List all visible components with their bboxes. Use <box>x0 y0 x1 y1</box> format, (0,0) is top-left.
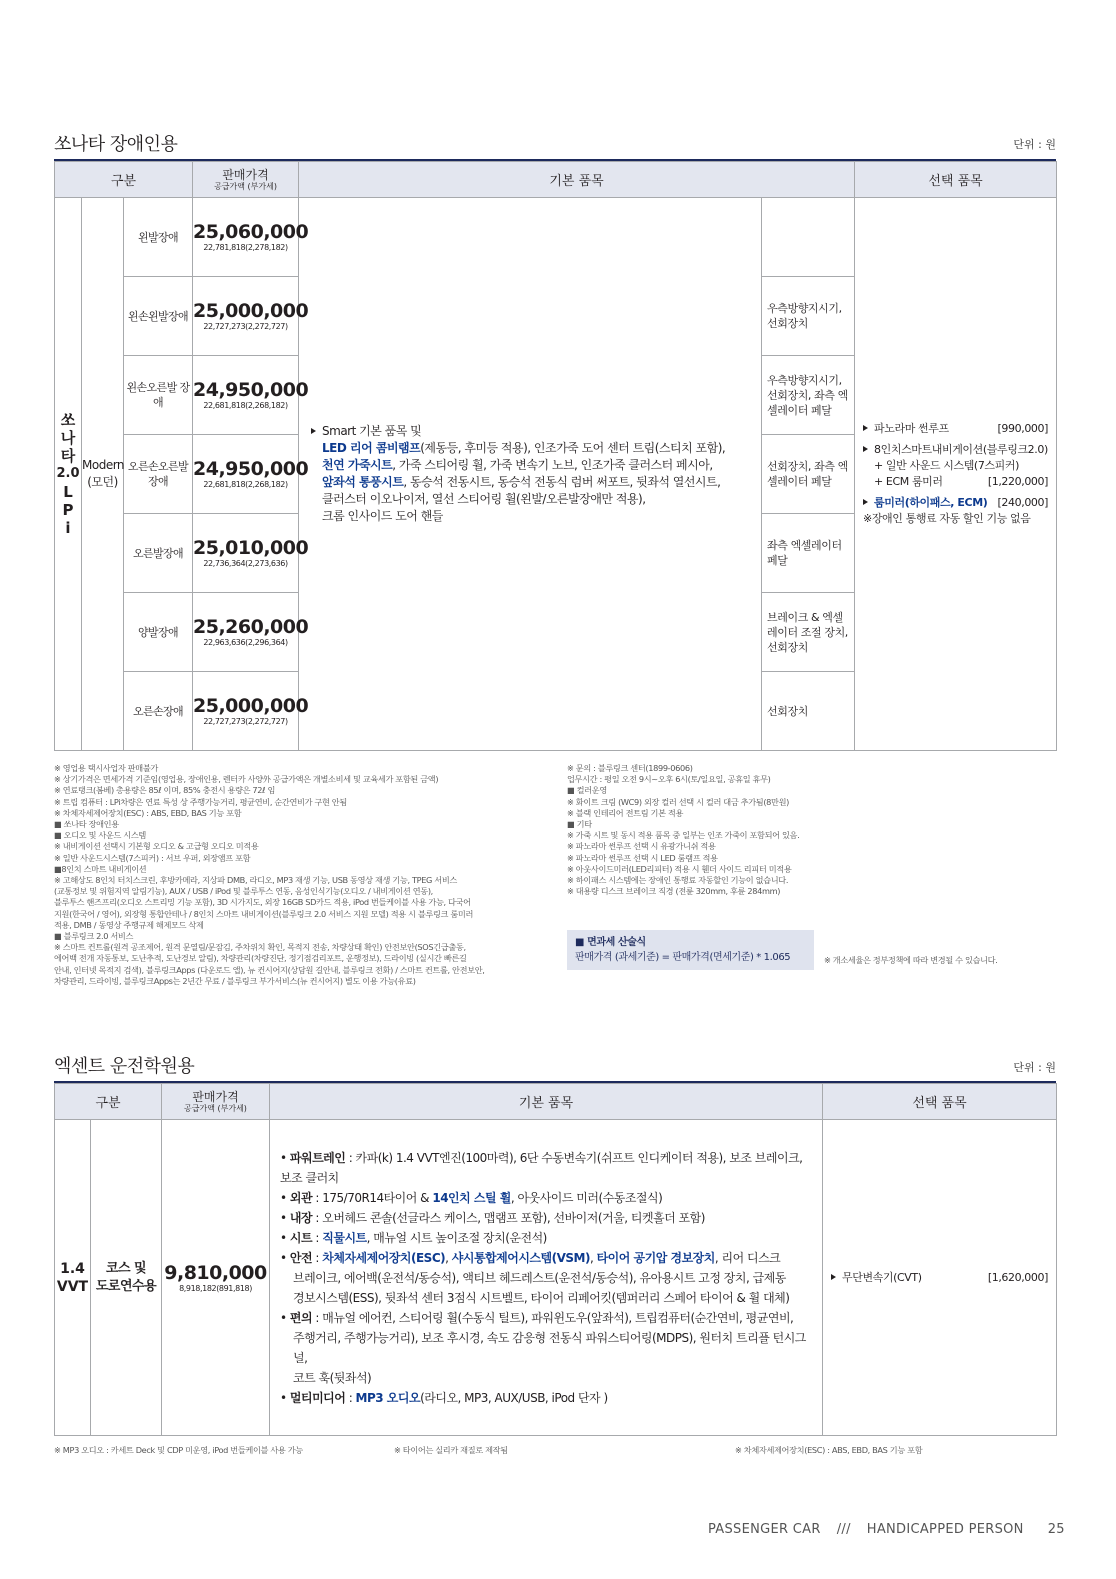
item-key: 외관 <box>289 1190 313 1205</box>
item-value: , 아웃사이드 미러(수동조절식) <box>510 1190 663 1205</box>
row-3-extra: 우측방향지시기, 선회장치, 좌측 엑셀레이터 페달 <box>762 356 855 435</box>
opt-2-line-c: + ECM 룸미러 <box>874 475 943 488</box>
note-left-line: 에어백 전개 자동통보, 도난추적, 도난경보 알림), 차량관리(차량진단, 정기점검리포트, 운행정보), 드라이빙 (실시간 빠른길 <box>54 953 467 964</box>
note-left-line: 안내, 인터넷 목적지 검색), 블루링크Apps (다운로드 앱), 뉴 컨시어지(상담원 길안내, 블루링크 전화) / 스마트 컨트롤, 안전보안, <box>54 964 485 975</box>
model-char-1: 쏘 <box>60 411 76 429</box>
note-left-line: ■ 쏘나타 장애인용 <box>54 819 119 830</box>
note-left-line: 지원(한국어 / 영어), 외장형 통합안테나 / 8인치 스마트 내비게이션(블루링크 2.0 서비스 지원 모델) 적용 시 블루링크 룸미러 <box>54 908 474 919</box>
accent-trim-cell <box>91 1120 162 1436</box>
item-highlight: 샤시통합제어시스템(VSM) <box>451 1250 590 1265</box>
note-right-line: ※ 가죽 시트 및 동시 적용 품목 중 일부는 인조 가죽이 포함되어 있음. <box>567 830 800 841</box>
note-left-line: ※ 트립 컴퓨터 : LPi차량은 연료 특성 상 주행가능거리, 평균연비, 순간연비가 구현 안됨 <box>54 796 347 807</box>
row-3-price: 24,950,000 <box>193 379 309 401</box>
basic-hl-3: 앞좌석 통풍시트 <box>322 475 404 489</box>
model-char-2: 나 <box>60 429 76 447</box>
sonata-notes-right <box>567 763 1037 897</box>
item-value: : 175/70R14타이어 & <box>312 1190 433 1205</box>
accent-trim-a: 코스 및 <box>105 1260 147 1276</box>
basic-line-3: , 동승석 전동시트, 동승석 전동식 럼버 써포트, 뒷좌석 열선시트, <box>403 475 721 489</box>
accent-item-safety: • 안전 : 차체자세제어장치(ESC), 샤시통합제어시스템(VSM), 타이어 공기압 경보장치, 리어 디스크 <box>280 1250 781 1265</box>
note-left-line: ※ 내비게이션 선택시 기본형 오디오 & 고급형 오디오 미적용 <box>54 841 259 852</box>
item-value: : 오버헤드 콘솔(선글라스 케이스, 맵램프 포함), 선바이저(거울, 티켓홀더 포함) <box>312 1210 705 1225</box>
note-left-line: ※ 영업용 택시사업자 판매불가 <box>54 763 158 773</box>
accent-note-3: ※ 차체자세제어장치(ESC) : ABS, EBD, BAS 기능 포함 <box>735 1445 923 1455</box>
row-7-price: 25,000,000 <box>193 695 309 717</box>
model-char-6: P <box>62 501 74 519</box>
note-right-line: 업무시간 : 평일 오전 9시~오후 6시(토/일요일, 공휴일 휴무) <box>567 774 771 785</box>
row-1-supply: 22,781,818(2,278,182) <box>203 243 288 252</box>
note-left-line: 블루투스 핸즈프리(오디오 스트리밍 기능 포함), 3D 시가지도, 외장 16GB SD카드 적용, iPod 번들케이블 사용 가능, 다국어 <box>54 897 471 908</box>
opt-2-name: 8인치스마트내비게이션(블루링크2.0) <box>874 443 1048 456</box>
note-right-line: ※ 파노라마 썬루프 선택 시 LED 룸램프 적용 <box>567 852 718 863</box>
footer-separator: /// <box>836 1522 851 1537</box>
accent-price: 9,810,000 <box>164 1261 267 1284</box>
accent-header-price-main: 판매가격 <box>192 1089 239 1104</box>
model-char-5: L <box>63 483 73 501</box>
note-right-line: ※ 대용량 디스크 브레이크 직경 (전륜 320mm, 후륜 284mm) <box>567 886 781 897</box>
row-1-name: 왼발장애 <box>124 198 193 277</box>
item-key: 파워트레인 <box>289 1150 346 1165</box>
row-6-supply: 22,963,636(2,296,364) <box>203 638 288 647</box>
note-left-line: (교통정보 및 위험지역 알림기능), AUX / USB / iPod 및 블루투스 연동, 음성인식기능(오디오 / 내비게이션 연동), <box>54 886 433 897</box>
tax-formula-box <box>567 930 814 970</box>
note-left-line: ※ 연료탱크(봄베) 총용량은 85ℓ 이며, 85% 충전시 용량은 72ℓ 임 <box>54 785 275 796</box>
model-char-3: 타 <box>60 447 76 465</box>
note-left-line: ※ 차체자세제어장치(ESC) : ABS, EBD, BAS 기능 포함 <box>54 807 242 818</box>
accent-option-price: [1,620,000] <box>987 1271 1048 1284</box>
row-7-extra: 선회장치 <box>762 672 855 751</box>
opt-2-line-b: + 일반 사운드 시스템(7스피커) <box>874 459 1019 472</box>
model-char-4: 2.0 <box>56 466 80 481</box>
row-3-name: 왼손오른발 장애 <box>124 356 193 435</box>
opt-1-price: [990,000] <box>997 422 1049 435</box>
tax-note: ※ 개소세율은 정부정책에 따라 변경될 수 있습니다. <box>824 955 998 965</box>
note-right-line: ※ 아웃사이드미러(LED리피터) 적용 시 휀더 사이드 리피터 미적용 <box>567 863 792 874</box>
sonata-header-category: 구분 <box>55 162 193 198</box>
sonata-trim-name: Modern <box>82 458 125 472</box>
opt-triangle-icon <box>863 446 868 452</box>
accent-header-price-sub: 공급가액 (부가세) <box>184 1103 247 1113</box>
item-highlight: MP3 오디오 <box>355 1390 421 1405</box>
accent-options-cell <box>823 1120 1057 1436</box>
accent-item-exterior: • 외관 : 175/70R14타이어 & 14인치 스틸 휠, 아웃사이드 미러(수동조절식) <box>280 1190 663 1205</box>
accent-item-seat: • 시트 : 직물시트, 매뉴얼 시트 높이조절 장치(운전석) <box>280 1230 547 1245</box>
item-value: (라디오, MP3, AUX/USB, iPod 단자 ) <box>420 1390 608 1405</box>
sonata-notes-left <box>54 763 554 987</box>
tax-box-formula: 판매가격 (과세기준) = 판매가격(면세기준) * 1.065 <box>575 952 791 963</box>
sonata-trim-cell <box>82 198 124 751</box>
item-key: 멀티미디어 <box>289 1390 346 1405</box>
row-5-name: 오른발장애 <box>124 514 193 593</box>
note-right-line: ※ 파노라마 썬루프 선택 시 유광가니쉬 적용 <box>567 841 716 852</box>
row-7-supply: 22,727,273(2,272,727) <box>203 717 288 726</box>
row-2-price: 25,000,000 <box>193 300 309 322</box>
row-2-extra: 우측방향지시기, 선회장치 <box>762 277 855 356</box>
row-1-extra <box>762 198 855 277</box>
row-7-name: 오른손장애 <box>124 672 193 751</box>
accent-item-convenience: • 편의 : 매뉴얼 에어컨, 스티어링 휠(수동식 틸트), 파워윈도우(앞좌석), 트립컴퓨터(순간연비, 평균연비, <box>280 1310 794 1325</box>
row-6-price-cell <box>193 593 309 672</box>
opt-2-price: [1,220,000] <box>987 475 1049 488</box>
sonata-model-cell <box>55 198 82 751</box>
accent-note-1: ※ MP3 오디오 : 카세트 Deck 및 CDP 미운영, iPod 번들케이블 사용 가능 <box>54 1445 303 1455</box>
opt-3-name: 룸미러(하이패스, ECM) <box>874 496 988 509</box>
row-6-extra: 브레이크 & 엑셀레이터 조절 장치, 선회장치 <box>762 593 855 672</box>
note-left-line: ※ 상기가격은 면세가격 기준임(영업용, 장애인용, 렌터카 사양外 공급가액은 개별소비세 및 교육세가 포함된 금액) <box>54 774 439 785</box>
opt-triangle-icon <box>863 499 868 505</box>
accent-engine-cell <box>55 1120 91 1436</box>
sonata-header-price-main: 판매가격 <box>222 167 269 182</box>
item-highlight: 타이어 공기압 경보장치 <box>596 1250 715 1265</box>
opt-4-note: ※장애인 통행료 자동 할인 기능 없음 <box>863 512 1031 525</box>
bullet-triangle-icon <box>311 428 316 434</box>
row-4-supply: 22,681,818(2,268,182) <box>203 480 288 489</box>
row-5-extra: 좌측 엑셀레이터 페달 <box>762 514 855 593</box>
row-5-price-cell <box>193 514 309 593</box>
item-value: : 매뉴얼 에어컨, 스티어링 휠(수동식 틸트), 파워윈도우(앞좌석), 트립컴퓨터(순간연비, 평균연비, <box>312 1310 794 1325</box>
row-1-price-cell <box>193 198 309 277</box>
accent-item-interior: • 내장 : 오버헤드 콘솔(선글라스 케이스, 맵램프 포함), 선바이저(거울, 티켓홀더 포함) <box>280 1210 705 1225</box>
accent-engine-b: VVT <box>56 1278 89 1295</box>
item-highlight: 직물시트 <box>322 1230 367 1245</box>
sonata-header-price <box>193 162 299 198</box>
note-right-line: ※ 하이패스 시스템에는 장애인 통행료 자동할인 기능이 없습니다. <box>567 875 789 886</box>
accent-item-safety-3: 경보시스템(ESS), 뒷좌석 센터 3점식 시트벨트, 타이어 리페어킷(템퍼러리 스페어 타이어 & 휠 대체) <box>293 1290 790 1305</box>
row-6-name: 양발장애 <box>124 593 193 672</box>
note-left-line: ■8인치 스마트 내비게이션 <box>54 863 147 874</box>
item-key: 안전 <box>289 1250 313 1265</box>
opt-triangle-icon <box>831 1274 836 1280</box>
accent-unit-label: 단위 : 원 <box>1013 1061 1056 1074</box>
note-right-line: ※ 화이트 크림 (WC9) 외장 컬러 선택 시 컬러 대금 추가됨(8만원) <box>567 796 789 807</box>
accent-trim-b: 도로연수용 <box>95 1278 157 1294</box>
sonata-basic-items <box>299 198 762 751</box>
note-left-line: 차량관리, 드라이빙, 블루링크Apps는 2년간 무료 / 블루링크 부가서비스(뉴 컨시어지) 별도 이용 가능(유료) <box>54 975 416 986</box>
item-value: : 카파(k) 1.4 VVT엔진(100마력), 6단 수동변속기(쉬프트 인디케이터 적용), 보조 브레이크, 보조 클러치 <box>280 1150 803 1185</box>
accent-header-price <box>162 1084 270 1120</box>
footer-left: PASSENGER CAR <box>708 1522 821 1537</box>
opt-1-name: 파노라마 썬루프 <box>874 422 949 435</box>
basic-hl-2: 천연 가죽시트 <box>322 458 393 472</box>
accent-header-category: 구분 <box>55 1084 162 1120</box>
basic-hl-1: LED 리어 콤비램프 <box>322 441 421 455</box>
page-number: 25 <box>1047 1522 1065 1537</box>
item-key: 내장 <box>289 1210 313 1225</box>
basic-line-4: 클러스터 이오나이저, 열선 스티어링 휠(왼발/오른발장애만 적용), <box>322 492 646 506</box>
note-right-line: ※ 블랙 인테리어 전트림 기본 적용 <box>567 807 684 818</box>
row-3-supply: 22,681,818(2,268,182) <box>203 401 288 410</box>
basic-line-2: , 가죽 스티어링 휠, 가죽 변속기 노브, 인조가죽 클러스터 페시아, <box>392 458 713 472</box>
page-footer <box>708 1522 1065 1537</box>
row-5-price: 25,010,000 <box>193 537 309 559</box>
sonata-price-table <box>54 161 1057 751</box>
accent-header-basic: 기본 품목 <box>270 1084 823 1120</box>
accent-price-table <box>54 1083 1057 1436</box>
accent-price-cell <box>162 1120 270 1436</box>
accent-item-powertrain: • 파워트레인 : 카파(k) 1.4 VVT엔진(100마력), 6단 수동변속기(쉬프트 인디케이터 적용), 보조 브레이크, 보조 클러치 <box>280 1150 803 1185</box>
item-highlight: 14인치 스틸 휠 <box>432 1190 511 1205</box>
accent-option-name: 무단변속기(CVT) <box>842 1271 922 1284</box>
note-left-line: ※ 고해상도 8인치 터치스크린, 후방카메라, 지상파 DMB, 라디오, MP3 재생 기능, USB 동영상 재생 기능, TPEG 서비스 <box>54 875 457 886</box>
basic-lead: Smart 기본 품목 및 <box>322 424 422 438</box>
sonata-unit-label: 단위 : 원 <box>1013 138 1056 151</box>
note-right-line: ■ 컬러운영 <box>567 785 607 796</box>
row-2-name: 왼손왼발장애 <box>124 277 193 356</box>
note-left-line: ■ 오디오 및 사운드 시스템 <box>54 830 146 841</box>
note-left-line: ※ 일반 사운드시스템(7스피커) : 서브 우퍼, 외장앰프 포함 <box>54 852 251 863</box>
accent-header-options: 선택 품목 <box>823 1084 1057 1120</box>
model-char-7: i <box>65 519 71 537</box>
tax-box-title: ■ 면과세 산술식 <box>575 937 646 948</box>
basic-line-1: (제동등, 후미등 적용), 인조가죽 도어 센터 트림(스티치 포함), <box>420 441 726 455</box>
note-left-line: ■ 블루링크 2.0 서비스 <box>54 931 134 942</box>
item-key: 시트 <box>289 1230 313 1245</box>
accent-item-multimedia: • 멀티미디어 : MP3 오디오(라디오, MP3, AUX/USB, iPod 단자 ) <box>280 1390 608 1405</box>
row-7-price-cell <box>193 672 309 751</box>
footer-right: HANDICAPPED PERSON <box>866 1522 1024 1537</box>
sonata-header-options: 선택 품목 <box>855 162 1057 198</box>
row-3-price-cell <box>193 356 309 435</box>
sonata-options-cell <box>855 198 1057 751</box>
sonata-section-title: 쏘나타 장애인용 <box>54 134 178 155</box>
note-right-line: ※ 문의 : 블루링크 센터(1899-0606) <box>567 763 693 773</box>
row-5-supply: 22,736,364(2,273,636) <box>203 559 288 568</box>
accent-supply: 8,918,182(891,818) <box>179 1283 252 1293</box>
item-value: , 매뉴얼 시트 높이조절 장치(운전석) <box>366 1230 547 1245</box>
sonata-header-price-sub: 공급가액 (부가세) <box>214 181 277 191</box>
note-right-line: ■ 기타 <box>567 819 592 830</box>
row-4-name: 오른손오른발 장애 <box>124 435 193 514</box>
note-left-line: 적용, DMB / 동영상 주행규제 해제모드 삭제 <box>54 919 204 930</box>
opt-triangle-icon <box>863 425 868 431</box>
accent-engine-a: 1.4 <box>60 1260 85 1277</box>
accent-note-2: ※ 타이어는 실리카 재질로 제작됨 <box>394 1445 508 1455</box>
accent-basic-items <box>270 1120 823 1436</box>
row-4-extra: 선회장치, 좌측 엑셀레이터 페달 <box>762 435 855 514</box>
note-left-line: ※ 스마트 컨트롤(원격 공조제어, 원격 문열림/문잠김, 주차위치 확인, 목적지 전송, 차량상태 확인) 안전보안(SOS긴급출동, <box>54 942 466 953</box>
item-key: 편의 <box>289 1310 313 1325</box>
row-4-price: 24,950,000 <box>193 458 309 480</box>
sonata-header-basic: 기본 품목 <box>299 162 855 198</box>
row-4-price-cell <box>193 435 309 514</box>
sonata-trim-sub: (모던) <box>87 475 118 489</box>
row-2-price-cell <box>193 277 309 356</box>
basic-line-5: 크롬 인사이드 도어 핸들 <box>322 509 443 523</box>
row-2-supply: 22,727,273(2,272,727) <box>203 322 288 331</box>
item-highlight: 차체자세제어장치(ESC) <box>322 1250 446 1265</box>
row-1-price: 25,060,000 <box>193 221 309 243</box>
row-6-price: 25,260,000 <box>193 616 309 638</box>
opt-3-price: [240,000] <box>997 496 1049 509</box>
accent-item-safety-2: 브레이크, 에어백(운전석/동승석), 액티브 헤드레스트(운전석/동승석), 유아용시트 고정 장치, 급제동 <box>293 1270 786 1285</box>
item-value: , 리어 디스크 <box>714 1250 781 1265</box>
accent-item-convenience-2: 주행거리, 주행가능거리), 보조 후시경, 속도 감응형 전동식 파워스티어링(MDPS), 원터치 트리플 턴시그널, <box>293 1330 806 1365</box>
accent-section-title: 엑센트 운전학원용 <box>54 1056 195 1077</box>
accent-item-convenience-3: 코트 훅(뒷좌석) <box>293 1370 372 1385</box>
